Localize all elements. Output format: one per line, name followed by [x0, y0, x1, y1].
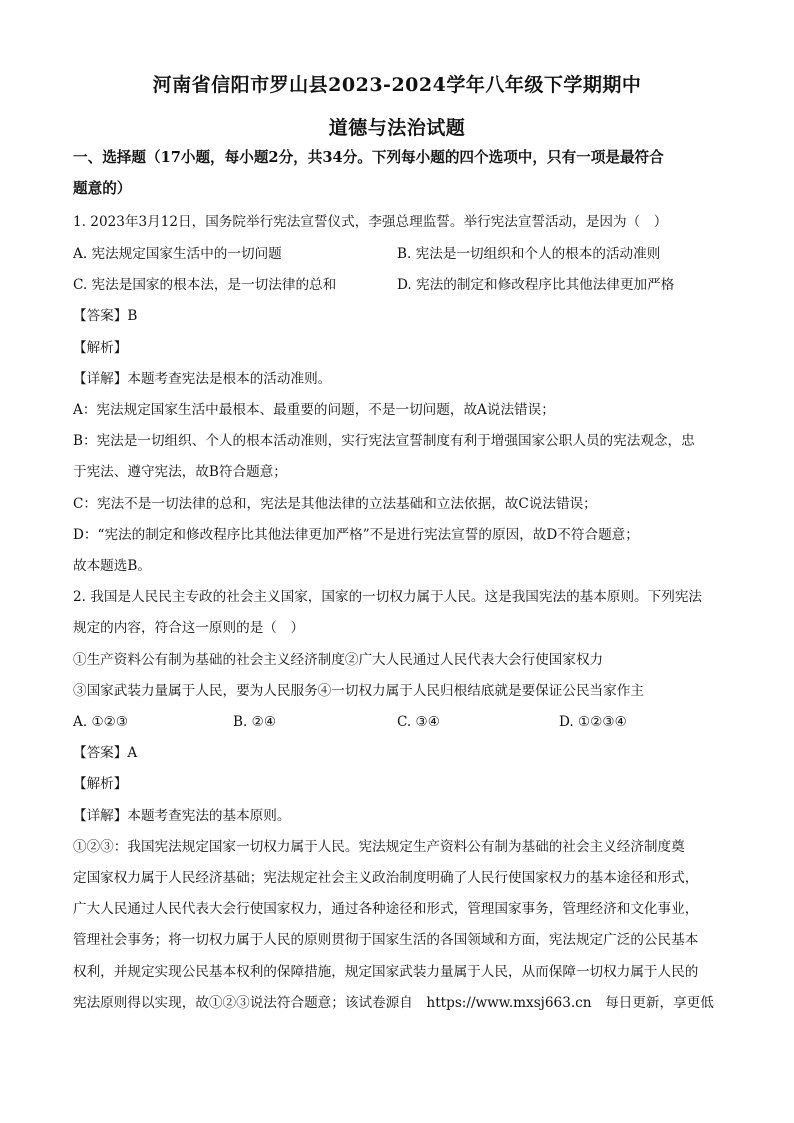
q1-option-b: B. 宪法是一切组织和个人的根本的活动准则	[397, 246, 661, 262]
q2-explain-5: 权利，并规定实现公民基本权利的保障措施，规定国家武装力量属于人民，从而保障一切权力属于人民的	[73, 964, 699, 980]
q1-detail: 【详解】本题考查宪法是根本的活动准则。	[73, 371, 332, 387]
q1-stem: 1. 2023年3月12日，国务院举行宪法宣誓仪式，李强总理监誓。举行宪法宣誓活动，是因为（ ）	[73, 214, 668, 230]
q1-option-a: A. 宪法规定国家生活中的一切问题	[73, 246, 282, 262]
q2-explain-4: 管理社会事务；将一切权力属于人民的原则贯彻于国家生活的各国领域和方面，宪法规定广泛的公民基本	[73, 932, 699, 948]
q1-option-d: D. 宪法的制定和修改程序比其他法律更加严格	[397, 277, 675, 293]
q1-explain-b-cont: 于宪法、遵守宪法，故B符合题意；	[73, 464, 287, 480]
q2-explain-2: 定国家权力属于人民经济基础；宪法规定社会主义政治制度明确了人民行使国家权力的基本途径和形式，	[73, 870, 699, 886]
q2-option-b: B. ②④	[233, 714, 277, 730]
section-heading-cont: 题意的）	[73, 180, 132, 197]
q1-explain-d: D：“宪法的制定和修改程序比其他法律更加严格”不是进行宪法宣誓的原因，故D不符合题意；	[73, 527, 639, 543]
document-subtitle: 道德与法治试题	[328, 117, 466, 139]
q2-explain-1: ①②③：我国宪法规定国家一切权力属于人民。宪法规定生产资料公有制为基础的社会主义经济制度奠	[73, 839, 685, 855]
q1-conclusion: 故本题选B。	[73, 558, 151, 574]
q2-item-2: ③国家武装力量属于人民，要为人民服务④一切权力属于人民归根结底就是要保证公民当家作主	[73, 683, 644, 699]
document-title: 河南省信阳市罗山县2023-2024学年八年级下学期期中	[152, 74, 642, 96]
q2-option-d: D. ①②③④	[559, 714, 627, 730]
q1-explain-c: C：宪法不是一切法律的总和，宪法是其他法律的立法基础和立法依据，故C说法错误；	[73, 496, 597, 512]
q2-detail: 【详解】本题考查宪法的基本原则。	[73, 808, 291, 824]
q2-answer: 【答案】A	[73, 745, 138, 761]
q2-stem: 2. 我国是人民民主专政的社会主义国家，国家的一切权力属于人民。这是我国宪法的基本原则。下列宪法	[73, 589, 703, 605]
q1-explain-b: B：宪法是一切组织、个人的根本活动准则，实行宪法宣誓制度有利于增强国家公职人员的宪法观念，忠	[73, 433, 695, 449]
q2-option-a: A. ①②③	[73, 714, 129, 730]
section-heading: 一、选择题（17小题，每小题2分，共34分。下列每小题的四个选项中，只有一项是最符合	[73, 149, 664, 166]
q2-explain-3: 广大人民通过人民代表大会行使国家权力，通过各种途径和形式，管理国家事务，管理经济和文化事业，	[73, 901, 699, 917]
q2-option-c: C. ③④	[397, 714, 440, 730]
q1-option-c: C. 宪法是国家的根本法，是一切法律的总和	[73, 277, 337, 293]
q2-item-1: ①生产资料公有制为基础的社会主义经济制度②广大人民通过人民代表大会行使国家权力	[73, 652, 604, 668]
q1-answer: 【答案】B	[73, 308, 138, 324]
q2-stem-cont: 规定的内容，符合这一原则的是（ ）	[73, 620, 305, 636]
q2-explain-6: 宪法原则得以实现，故①②③说法符合题意；该试卷源自 https://www.mxsj663.cn 每日更新，享更低	[73, 995, 714, 1011]
q2-analysis-label: 【解析】	[73, 776, 128, 792]
q1-analysis-label: 【解析】	[73, 340, 128, 356]
q1-explain-a: A：宪法规定国家生活中最根本、最重要的问题，不是一切问题，故A说法错误；	[73, 402, 555, 418]
